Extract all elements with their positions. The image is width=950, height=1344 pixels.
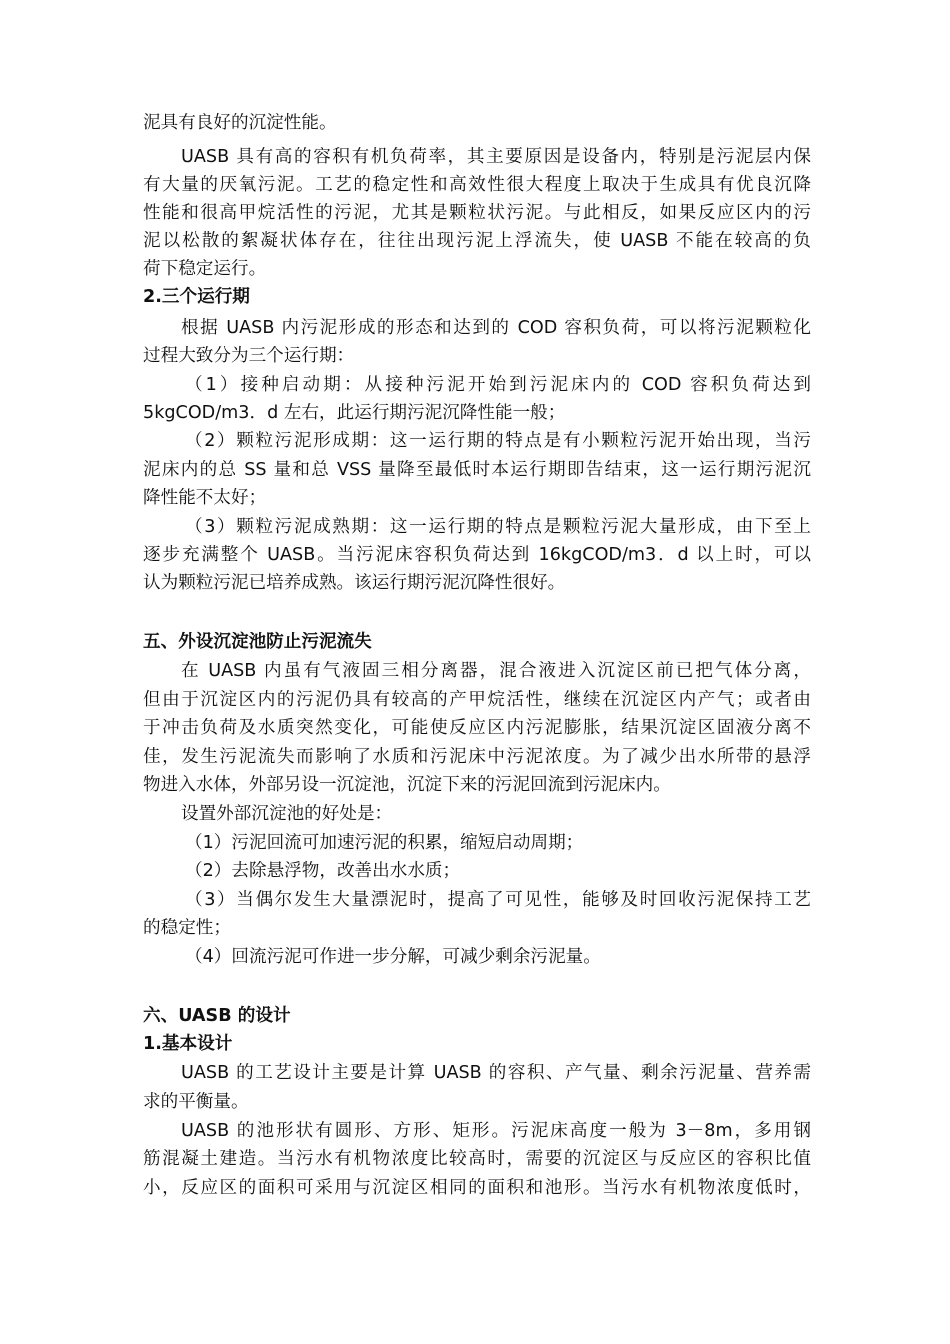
paragraph-line: UASB 具有高的容积有机负荷率，其主要原因是设备内，特别是污泥层内保 — [181, 147, 811, 167]
paragraph-line: 小，反应区的面积可采用与沉淀区相同的面积和池形。当污水有机物浓度低时， — [143, 1178, 811, 1198]
paragraph-line: 认为颗粒污泥已培养成熟。该运行期污泥沉降性很好。 — [143, 573, 566, 593]
paragraph-line: 于冲击负荷及水质突然变化，可能使反应区内污泥膨胀，结果沉淀区固液分离不 — [143, 718, 811, 738]
paragraph-line: （2）去除悬浮物，改善出水水质； — [185, 861, 461, 881]
section-heading: 五、外设沉淀池防止污泥流失 — [143, 632, 372, 652]
paragraph-line: 5kgCOD/m3．d 左右，此运行期污泥沉降性能一般； — [143, 403, 566, 423]
paragraph-line: 物进入水体，外部另设一沉淀池，沉淀下来的污泥回流到污泥床内。 — [143, 775, 671, 795]
paragraph-line: （1）接种启动期：从接种污泥开始到污泥床内的 COD 容积负荷达到 — [185, 375, 811, 395]
paragraph-line: 泥以松散的絮凝状体存在，往往出现污泥上浮流失，使 UASB 不能在较高的负 — [143, 231, 811, 251]
paragraph-line: 在 UASB 内虽有气液固三相分离器，混合液进入沉淀区前已把气体分离， — [181, 661, 811, 681]
paragraph-line: （1）污泥回流可加速污泥的积累，缩短启动周期； — [185, 833, 584, 853]
paragraph-line: 筋混凝土建造。当污水有机物浓度比较高时，需要的沉淀区与反应区的容积比值 — [143, 1149, 811, 1169]
paragraph-line: 设置外部沉淀池的好处是： — [181, 804, 393, 824]
paragraph-line: （3）颗粒污泥成熟期：这一运行期的特点是颗粒污泥大量形成，由下至上 — [185, 517, 811, 537]
paragraph-line: （3）当偶尔发生大量漂泥时，提高了可见性，能够及时回收污泥保持工艺 — [185, 890, 811, 910]
paragraph-line: 有大量的厌氧污泥。工艺的稳定性和高效性很大程度上取决于生成具有优良沉降 — [143, 175, 811, 195]
paragraph-line: 泥具有良好的沉淀性能。 — [143, 113, 337, 133]
paragraph-line: 佳，发生污泥流失而影响了水质和污泥床中污泥浓度。为了减少出水所带的悬浮 — [143, 747, 811, 767]
section-heading: 2.三个运行期 — [143, 287, 250, 307]
paragraph-line: （2）颗粒污泥形成期：这一运行期的特点是有小颗粒污泥开始出现，当污 — [185, 431, 811, 451]
paragraph-line: 泥床内的总 SS 量和总 VSS 量降至最低时本运行期即告结束，这一运行期污泥沉 — [143, 460, 811, 480]
section-heading: 六、UASB 的设计 — [143, 1006, 291, 1026]
subsection-heading: 1.基本设计 — [143, 1034, 233, 1054]
paragraph-line: 逐步充满整个 UASB。当污泥床容积负荷达到 16kgCOD/m3．d 以上时，可以 — [143, 545, 811, 565]
paragraph-line: 荷下稳定运行。 — [143, 259, 267, 279]
paragraph-line: （4）回流污泥可作进一步分解，可减少剩余污泥量。 — [185, 947, 601, 967]
paragraph-line: 但由于沉淀区内的污泥仍具有较高的产甲烷活性，继续在沉淀区内产气；或者由 — [143, 690, 811, 710]
paragraph-line: UASB 的池形状有圆形、方形、矩形。污泥床高度一般为 3－8m，多用钢 — [181, 1121, 811, 1141]
paragraph-line: 求的平衡量。 — [143, 1092, 249, 1112]
paragraph-line: 的稳定性； — [143, 918, 231, 938]
paragraph-line: 根据 UASB 内污泥形成的形态和达到的 COD 容积负荷，可以将污泥颗粒化 — [181, 318, 811, 338]
paragraph-line: 性能和很高甲烷活性的污泥，尤其是颗粒状污泥。与此相反，如果反应区内的污 — [143, 203, 811, 223]
paragraph-line: UASB 的工艺设计主要是计算 UASB 的容积、产气量、剩余污泥量、营养需 — [181, 1063, 811, 1083]
paragraph-line: 过程大致分为三个运行期： — [143, 346, 355, 366]
paragraph-line: 降性能不太好； — [143, 488, 267, 508]
